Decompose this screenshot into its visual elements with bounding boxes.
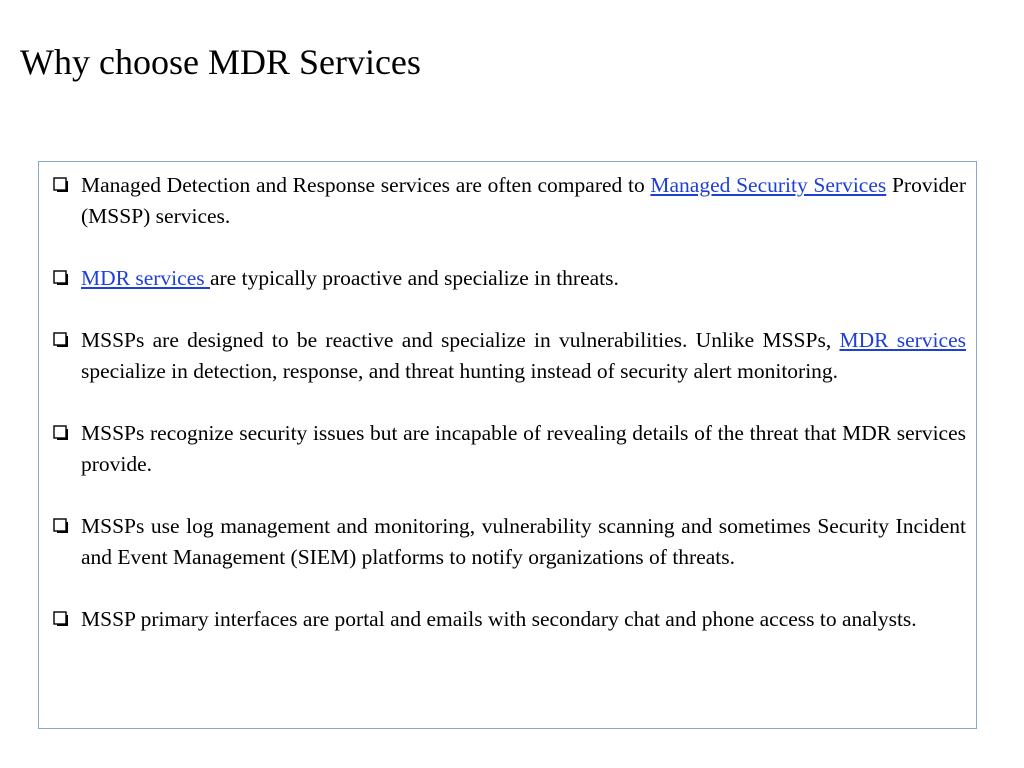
content-box	[38, 161, 977, 729]
bullet-item	[49, 325, 966, 387]
bullet-text: MSSPs recognize security issues but are incapable of revealing details of the threat that MDR services provide.	[81, 421, 966, 476]
checkbox-icon	[53, 611, 69, 627]
link-mdr-services[interactable]: MDR services	[839, 328, 966, 352]
link-mdr-services[interactable]: MDR services	[81, 266, 210, 290]
link-managed-security-services[interactable]: Managed Security Services	[650, 173, 887, 197]
checkbox-icon	[53, 177, 69, 193]
bullet-text: Managed Detection and Response services are often compared to	[81, 173, 651, 197]
checkbox-icon	[53, 270, 69, 286]
bullet-item	[49, 170, 966, 232]
bullet-item	[49, 263, 966, 294]
checkbox-icon	[53, 425, 69, 441]
bullet-text: Provider (MSSP) services.	[81, 173, 966, 228]
bullet-text: MSSPs are designed to be reactive and specialize in vulnerabilities. Unlike MSSPs,	[81, 328, 840, 352]
checkbox-icon	[53, 332, 69, 348]
bullet-text: are typically proactive and specialize in threats.	[209, 266, 619, 290]
bullet-item	[49, 418, 966, 480]
slide-title: Why choose MDR Services	[20, 42, 421, 82]
bullet-text: MSSPs use log management and monitoring, vulnerability scanning and sometimes Security Incident and Event Management (SIEM) platforms to notify organizations of threats.	[81, 514, 966, 569]
checkbox-icon	[53, 518, 69, 534]
bullet-item	[49, 604, 966, 635]
bullet-text: specialize in detection, response, and threat hunting instead of security alert monitoring.	[81, 359, 839, 383]
bullet-text: MSSP primary interfaces are portal and emails with secondary chat and phone access to analysts.	[81, 607, 917, 631]
bullet-item	[49, 511, 966, 573]
